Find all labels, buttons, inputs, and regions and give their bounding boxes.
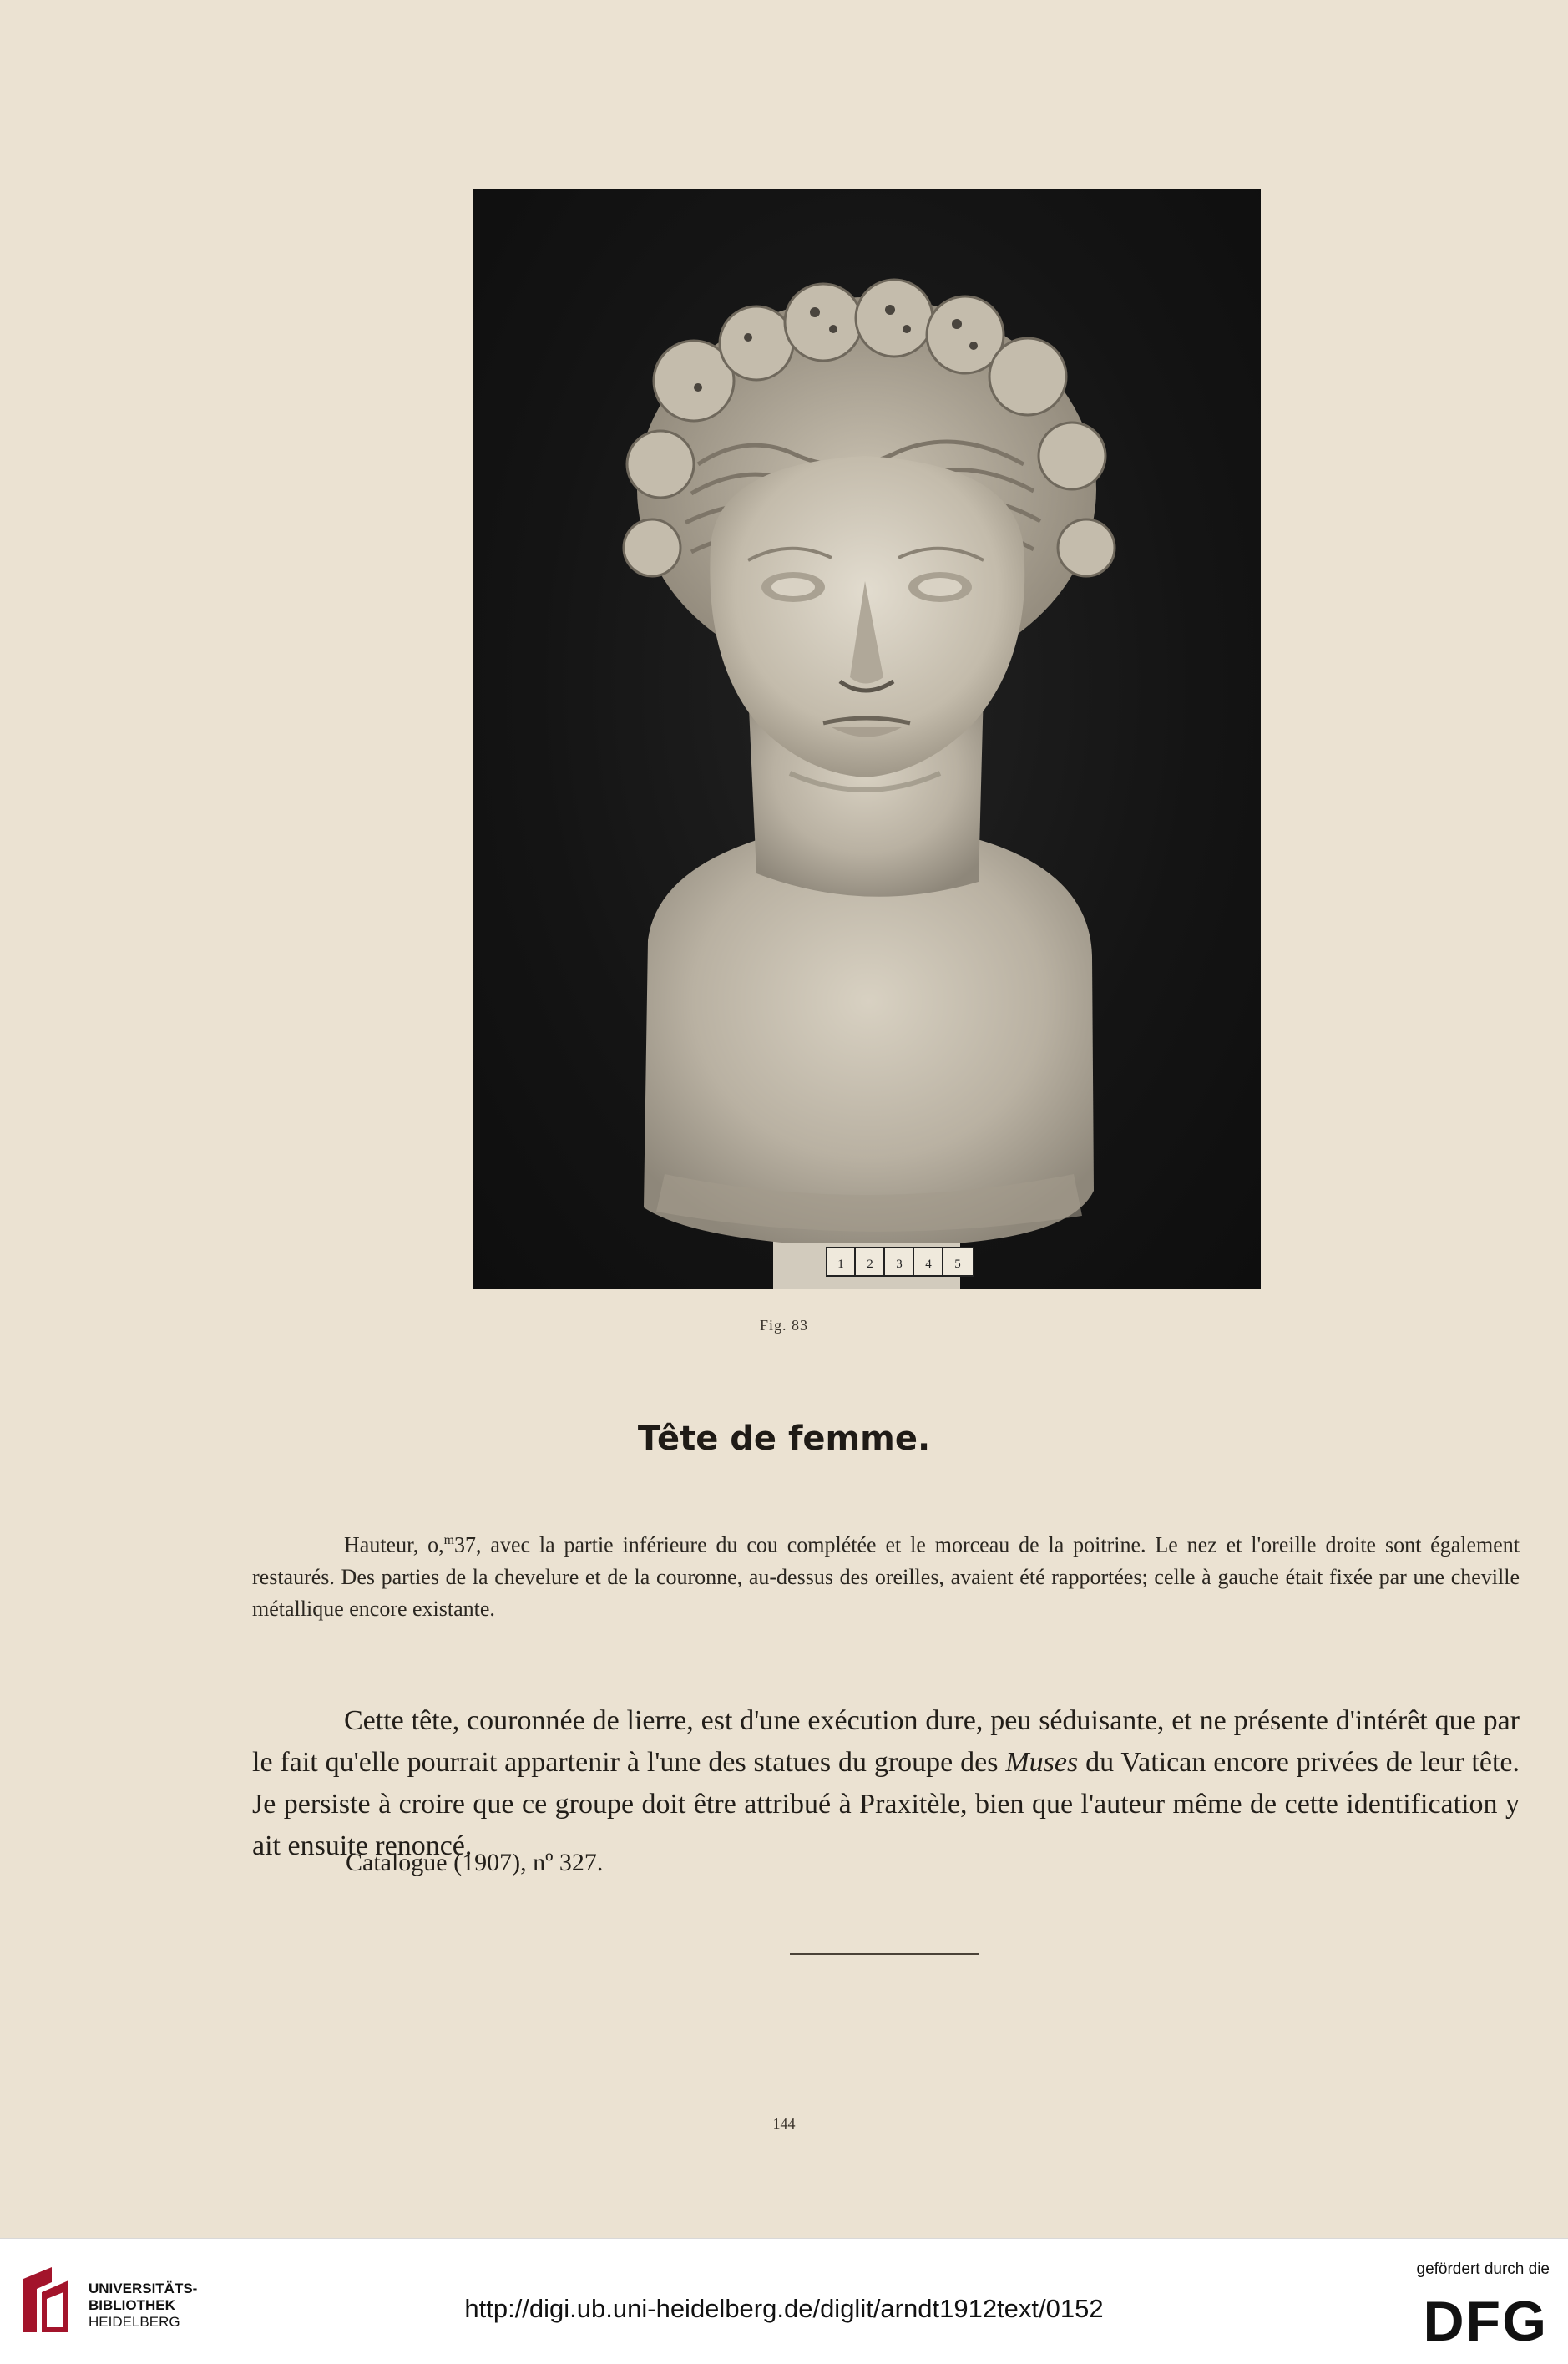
scale-mark: 5 <box>954 1258 961 1271</box>
measurement-note <box>252 1525 1520 1625</box>
funder-label: gefördert durch die <box>1416 2260 1550 2278</box>
scale-mark: 4 <box>925 1258 932 1271</box>
body-text-before: Cette tête, couronnée de lierre, est d'une exécution dure, peu séduisante, et ne présente d'intérêt que par le fait qu'elle pourrait appartenir à l'une des statues du groupe des <box>252 1705 1520 1778</box>
scale-mark: 3 <box>896 1258 903 1271</box>
marble-head-image <box>473 189 1261 1289</box>
note-text: , avec la partie inférieure du cou complétée et le morceau de la poitrine. Le nez et l'oreille droite sont également restaurés. Des parties de la chevelure et de la couronne, au-dessus des oreilles, avaient été rapportées; celle à gauche était fixée par une cheville métallique encore existante. <box>252 1532 1520 1621</box>
height-label: Hauteur, o, <box>344 1532 444 1557</box>
page-number: 144 <box>772 2115 796 2132</box>
figure-caption: Fig. 83 <box>759 1317 808 1334</box>
permalink-url[interactable]: http://digi.ub.uni-heidelberg.de/diglit/arndt1912text/0152 <box>464 2294 1104 2323</box>
section-divider <box>790 1953 979 1955</box>
body-text-after: du Vatican encore privées de leur tête. Je persiste à croire que ce groupe doit être attribué à Praxitèle, bien que l'auteur même de cette identification y ait ensuite renoncé. <box>252 1747 1520 1861</box>
section-title: Tête de femme. <box>637 1420 931 1458</box>
sculpture-photograph <box>473 189 1261 1289</box>
scale-mark: 1 <box>837 1258 844 1271</box>
body-paragraph <box>252 1700 1520 1867</box>
height-value: 37 <box>454 1532 477 1557</box>
body-text-italic: Muses <box>1005 1747 1079 1778</box>
dfg-logo: DFG <box>1423 2290 1548 2353</box>
library-line: BIBLIOTHEK <box>89 2297 175 2313</box>
library-line: UNIVERSITÄTS- <box>89 2280 198 2296</box>
library-line: HEIDELBERG <box>89 2314 180 2330</box>
height-unit: m <box>443 1533 455 1547</box>
footer-bar <box>0 2238 1568 2364</box>
scale-bar <box>827 1248 974 1276</box>
catalogue-reference: Catalogue (1907), nº 327. <box>346 1849 604 1876</box>
scale-mark: 2 <box>867 1258 873 1271</box>
